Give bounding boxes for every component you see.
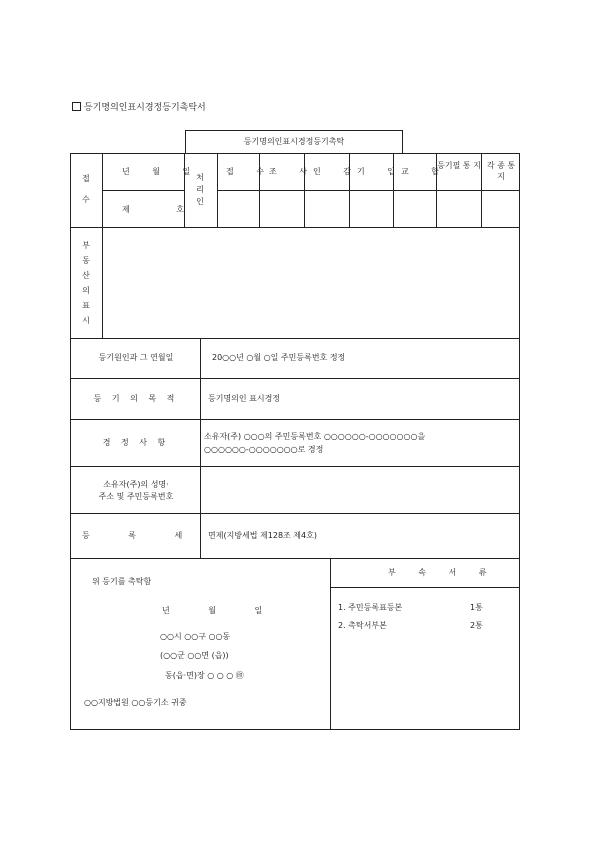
owner-info-label-line1: 소유자(주)의 성명· [103, 480, 169, 489]
cause-date-value: 20○○년 ○월 ○일 주민등록번호 정정 [212, 353, 346, 362]
receipt-label-2: 수 [82, 195, 90, 204]
checkbox-mark-icon [72, 102, 81, 111]
row-owner-info [70, 466, 520, 514]
attachment-2-count: 2통 [470, 621, 483, 630]
purpose-value: 등기명의인 표시경정 [208, 394, 281, 403]
attachment-1-name: 1. 주민등록표등본 [338, 603, 403, 612]
stage-various-notices: 각 종 통 지 [486, 161, 516, 181]
registration-tax-label: 등 록 세 [82, 531, 201, 540]
document-heading [72, 100, 206, 113]
receipt-date-label: 년 월 일 [122, 167, 201, 176]
property-section [70, 227, 520, 339]
owner-info-label-line2: 주소 및 주민등록번호 [98, 492, 174, 501]
registration-tax-value: 면제(지방세법 제128조 제4호) [208, 531, 317, 540]
cause-date-label: 등기원인과 그 연월일 [98, 353, 174, 362]
stage-inspect: 조 사 [269, 167, 317, 176]
signer-line: 동(읍·면)장 ○ ○ ○ ㊞ [165, 671, 244, 680]
address-line1: ○○시 ○○구 ○○동 [160, 632, 231, 641]
correction-value-line1: 소유자(주) ○○○의 주민등록번호 ○○○○○○-○○○○○○○을 [204, 432, 426, 441]
correction-value-line2: ○○○○○○-○○○○○○○로 경정 [204, 445, 324, 454]
handler-label: 처 리 인 [196, 173, 204, 206]
stage-entry: 기 입 [357, 167, 405, 176]
form-title: 등기명의인표시경정등기촉탁 [243, 137, 345, 146]
stage-seal: 인 감 [313, 167, 361, 176]
stage-receive: 접 수 [226, 167, 274, 176]
request-text: 위 등기를 촉탁함 [92, 577, 152, 586]
attachment-1-count: 1통 [470, 603, 483, 612]
receipt-number-label: 제 호 [122, 205, 206, 214]
stage-collation: 교 합 [401, 167, 449, 176]
address-line2: (○○군 ○○면 (읍)) [160, 651, 229, 660]
stage-registration-notice: 등기필 통 지 [437, 161, 481, 170]
recipient: ○○지방법원 ○○등기소 귀중 [84, 698, 187, 707]
receipt-label-1: 접 [82, 174, 90, 183]
document-title: 등기명의인표시경정등기촉탁서 [84, 103, 206, 113]
purpose-label: 등 기 의 목 적 [93, 394, 179, 403]
property-label: 부 동 산 의 표 시 [82, 241, 90, 325]
attachments-title: 부 속 서 류 [388, 568, 497, 577]
request-date-line: 년 월 일 [162, 606, 281, 615]
attachment-2-name: 2. 촉탁서부본 [338, 621, 387, 630]
correction-label: 경 정 사 항 [102, 438, 170, 447]
